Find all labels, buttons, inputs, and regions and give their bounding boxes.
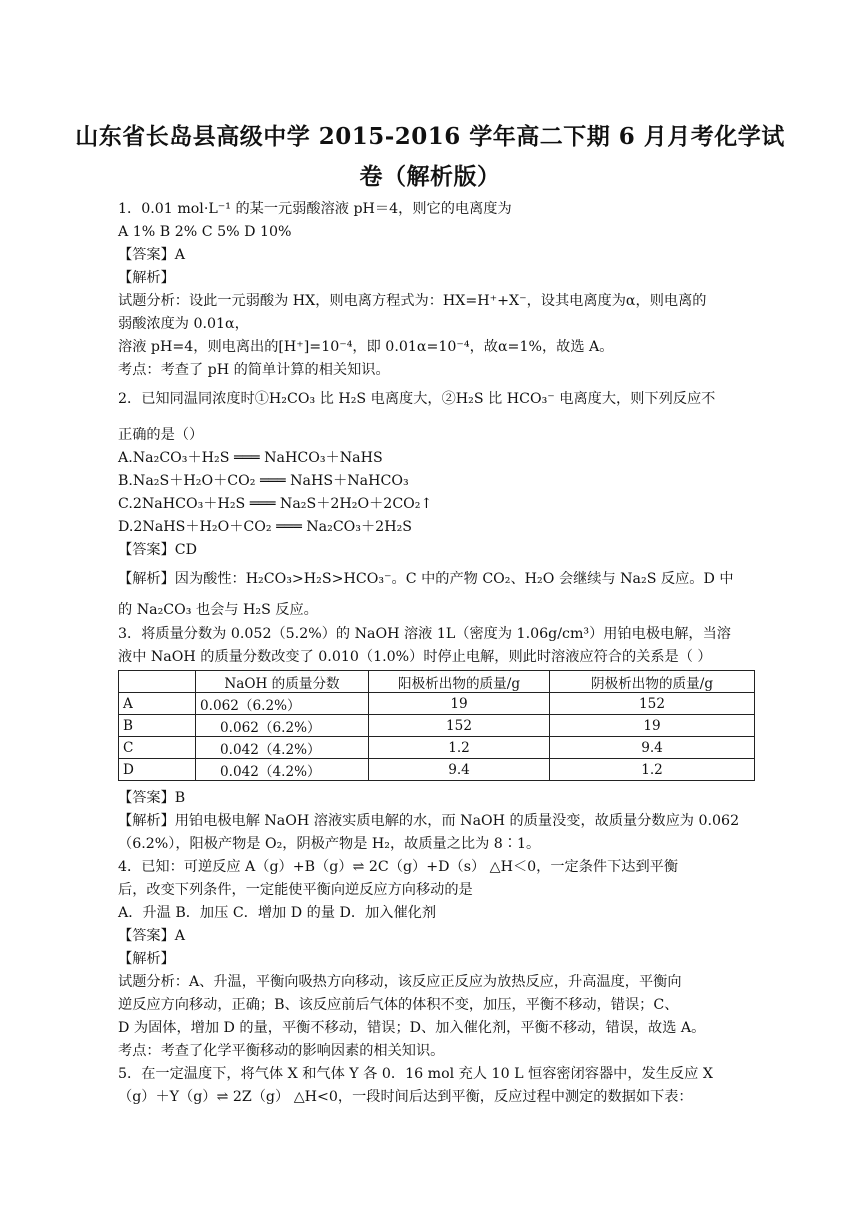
table-header-cell <box>119 671 196 693</box>
q3-stem-line1: 3．将质量分数为 0.052（5.2%）的 NaOH 溶液 1L（密度为 1.06g/cm³）用铂电极电解，当溶 <box>118 626 731 642</box>
q2-stem-line2: 正确的是（） <box>118 427 204 443</box>
table-header-cell: 阴极析出物的质量/g <box>550 671 755 693</box>
table-row <box>119 737 755 759</box>
table-header-row <box>119 671 755 693</box>
table-cell: 152 <box>369 715 550 737</box>
table-cell: 1.2 <box>369 737 550 759</box>
q4-stem-line2: 后，改变下列条件，一定能使平衡向逆反应方向移动的是 <box>118 882 473 898</box>
q5-stem-line1: 5．在一定温度下，将气体 X 和气体 Y 各 0．16 mol 充人 10 L 恒容密闭容器中，发生反应 X <box>118 1066 713 1082</box>
table-cell: 0.062（6.2%） <box>196 715 369 737</box>
table-row <box>119 715 755 737</box>
q4-analysis-line1: 试题分析：A、升温，平衡向吸热方向移动，该反应正反应为放热反应，升高温度，平衡向 <box>118 974 682 990</box>
q1-analysis-line3: 溶液 pH=4，则电离出的[H⁺]=10⁻⁴，即 0.01α=10⁻⁴，故α=1%，故选 A。 <box>118 339 614 355</box>
table-cell: 0.042（4.2%） <box>196 759 369 781</box>
table-cell: D <box>119 759 196 781</box>
table-row <box>119 693 755 715</box>
table-cell: 0.042（4.2%） <box>196 737 369 759</box>
q3-answer: 【答案】B <box>118 790 186 806</box>
q4-analysis-line2: 逆反应方向移动，正确；B、该反应前后气体的体积不变，加压，平衡不移动，错误；C、 <box>118 997 679 1013</box>
q2-option-d: D.2NaHS＋H₂O＋CO₂ ═══ Na₂CO₃＋2H₂S <box>118 519 412 535</box>
q3-stem-line2: 液中 NaOH 的质量分数改变了 0.010（1.0%）时停止电解，则此时溶液应符合的关系是（ ） <box>118 649 712 665</box>
q4-options: A．升温 B．加压 C．增加 D 的量 D．加入催化剂 <box>118 905 437 921</box>
q2-option-a: A.Na₂CO₃＋H₂S ═══ NaHCO₃＋NaHS <box>118 450 383 466</box>
q2-stem-line1: 2．已知同温同浓度时①H₂CO₃ 比 H₂S 电离度大，②H₂S 比 HCO₃⁻ 电离度大，则下列反应不 <box>118 391 716 407</box>
q2-option-c: C.2NaHCO₃＋H₂S ═══ Na₂S＋2H₂O＋2CO₂↑ <box>118 496 433 512</box>
q1-analysis-line1: 试题分析：设此一元弱酸为 HX，则电离方程式为：HX=H⁺+X⁻，设其电离度为α，则电离的 <box>118 293 707 309</box>
table-row <box>119 759 755 781</box>
q2-analysis-line2: 的 Na₂CO₃ 也会与 H₂S 反应。 <box>118 602 318 618</box>
table-header-cell: 阳极析出物的质量/g <box>369 671 550 693</box>
table-header-cell: NaOH 的质量分数 <box>196 671 369 693</box>
table-cell: 1.2 <box>550 759 755 781</box>
q1-stem: 1．0.01 mol·L⁻¹ 的某一元弱酸溶液 pH＝4，则它的电离度为 <box>118 201 512 217</box>
q4-stem-line1: 4．已知：可逆反应 A（g）+B（g）⇌ 2C（g）+D（s） △H＜0，一定条件下达到平衡 <box>118 859 679 875</box>
table-cell: 9.4 <box>550 737 755 759</box>
table-cell: 9.4 <box>369 759 550 781</box>
table-cell: A <box>119 693 196 715</box>
q4-answer: 【答案】A <box>118 928 185 944</box>
q1-answer: 【答案】A <box>118 247 185 263</box>
q2-analysis-line1: 【解析】因为酸性：H₂CO₃>H₂S>HCO₃⁻。C 中的产物 CO₂、H₂O 会继续与 Na₂S 反应。D 中 <box>118 571 734 587</box>
table-cell: 19 <box>550 715 755 737</box>
q2-answer: 【答案】CD <box>118 542 197 558</box>
q1-analysis-line2: 弱酸浓度为 0.01α， <box>118 316 249 332</box>
document-title-line1: 山东省长岛县高级中学 2015-2016 学年高二下期 6 月月考化学试 <box>75 123 785 150</box>
table-cell: C <box>119 737 196 759</box>
q4-analysis-line3: D 为固体，增加 D 的量，平衡不移动，错误；D、加入催化剂，平衡不移动，错误，故选 A。 <box>118 1020 706 1036</box>
table-cell: 19 <box>369 693 550 715</box>
q3-options-table <box>118 670 755 781</box>
q4-knowledge-point: 考点：考查了化学平衡移动的影响因素的相关知识。 <box>118 1043 445 1059</box>
table-cell: 152 <box>550 693 755 715</box>
q2-option-b: B.Na₂S＋H₂O＋CO₂ ═══ NaHS＋NaHCO₃ <box>118 473 409 489</box>
q5-stem-line2: （g）＋Y（g）⇌ 2Z（g） △H<0，一段时间后达到平衡，反应过程中测定的数据如下表： <box>118 1089 693 1105</box>
q1-analysis-label: 【解析】 <box>118 270 175 286</box>
q1-options: A 1% B 2% C 5% D 10% <box>118 224 292 240</box>
table-cell: 0.062（6.2%） <box>196 693 369 715</box>
table-cell: B <box>119 715 196 737</box>
q3-analysis-line2: （6.2%），阳极产物是 O₂，阴极产物是 H₂，故质量之比为 8∶1。 <box>118 836 541 852</box>
document-title-line2: 卷（解析版） <box>359 163 501 190</box>
q4-analysis-label: 【解析】 <box>118 951 175 967</box>
q3-analysis-line1: 【解析】用铂电极电解 NaOH 溶液实质电解的水，而 NaOH 的质量没变，故质量分数应为 0.062 <box>118 813 740 829</box>
q1-knowledge-point: 考点：考查了 pH 的简单计算的相关知识。 <box>118 362 390 378</box>
